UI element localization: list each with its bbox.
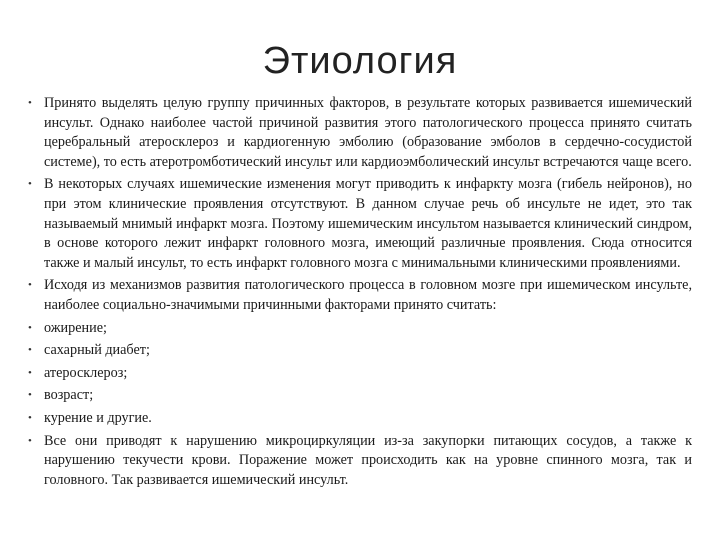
- bullet-marker: •: [28, 389, 32, 402]
- bullet-item-atherosclerosis: [28, 364, 692, 384]
- bullet-text: ожирение;: [44, 319, 107, 336]
- bullet-marker: •: [28, 366, 32, 379]
- bullet-text: возраст;: [44, 387, 94, 404]
- bullet-marker: •: [28, 434, 32, 447]
- bullet-item-silent-infarct: [28, 175, 692, 273]
- bullet-text: Все они приводят к нарушению микроциркуляции из-за закупорки питающих сосудов, а также к нарушению текучести крови. Поражение может происходить как на уровне спинного мозга, так и головного. Так развивается ишемический инсульт.: [44, 432, 692, 488]
- bullet-item-risk-factors-intro: [28, 276, 692, 315]
- bullet-text: В некоторых случаях ишемические изменения могут приводить к инфаркту мозга (гибель нейронов), но при этом клинические проявления отсутствуют. В данном случае речь об инсульте не идет, это так называемый мнимый инфаркт мозга. Поэтому ишемическим инсультом называется клинический синдром, в основе которого лежит инфаркт головного мозга, имеющий различные проявления. Сюда относится также и малый инсульт, то есть инфаркт головного мозга с минимальными клиническими проявлениями.: [44, 176, 692, 271]
- bullet-text: сахарный диабет;: [44, 342, 150, 359]
- bullet-marker: •: [28, 178, 32, 191]
- bullet-item-obesity: [28, 319, 692, 339]
- bullet-marker: •: [28, 279, 32, 292]
- bullet-item-conclusion: [28, 432, 692, 491]
- bullet-item-causes: [28, 94, 692, 172]
- bullet-marker: •: [28, 321, 32, 334]
- bullet-marker: •: [28, 344, 32, 357]
- bullet-list: [28, 94, 692, 493]
- bullet-text: атеросклероз;: [44, 364, 128, 381]
- slide-title: Этиология: [262, 40, 458, 82]
- bullet-text: Принято выделять целую группу причинных факторов, в результате которых развивается ишемический инсульт. Однако наиболее частой причиной развития этого патологического процесса принято считать церебральный атеросклероз и кардиогенную эмболию (образование эмболов в сердечно-сосудистой системе), то есть атеротромботический инсульт или кардиоэмболический инсульт встречаются чаще всего.: [44, 95, 692, 170]
- bullet-marker: •: [28, 97, 32, 109]
- bullet-item-smoking: [28, 409, 692, 429]
- bullet-item-age: [28, 386, 692, 406]
- bullet-marker: •: [28, 411, 32, 424]
- bullet-item-diabetes: [28, 341, 692, 361]
- bullet-text: Исходя из механизмов развития патологического процесса в головном мозге при ишемическом инсульте, наиболее социально-значимыми причинными факторами принято считать:: [44, 277, 692, 313]
- bullet-text: курение и другие.: [44, 409, 152, 426]
